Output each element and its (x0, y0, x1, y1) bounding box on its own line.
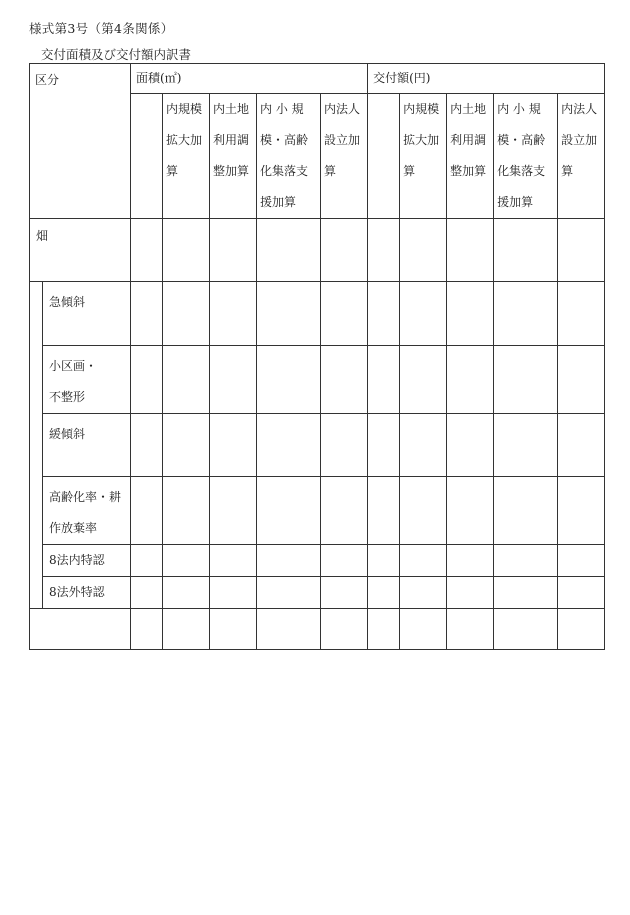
table-row (30, 477, 605, 545)
cell[interactable] (131, 346, 163, 414)
cell[interactable] (400, 577, 447, 609)
cell[interactable] (400, 545, 447, 577)
document-title: 交付面積及び交付額内訳書 (41, 47, 192, 62)
cell[interactable] (210, 346, 257, 414)
cell[interactable] (163, 545, 210, 577)
row-label-law8-in: 8法内特認 (43, 545, 131, 577)
table-row (30, 545, 605, 577)
category-header: 区分 (30, 64, 131, 219)
row-label-gentle: 緩傾斜 (43, 414, 131, 477)
cell[interactable] (257, 282, 321, 346)
cell[interactable] (494, 346, 558, 414)
cell[interactable] (210, 577, 257, 609)
cell[interactable] (257, 414, 321, 477)
cell[interactable] (131, 577, 163, 609)
area-large-scale-header: 内規模 拡大加 算 (163, 94, 210, 219)
cell[interactable] (494, 414, 558, 477)
cell[interactable] (400, 477, 447, 545)
cell[interactable] (400, 219, 447, 282)
breakdown-table (29, 63, 605, 650)
cell[interactable] (321, 414, 368, 477)
cell[interactable] (368, 282, 400, 346)
cell[interactable] (447, 609, 494, 650)
row-label-law8-out: 8法外特認 (43, 577, 131, 609)
cell[interactable] (558, 414, 605, 477)
cell[interactable] (447, 545, 494, 577)
area-small-scale-header: 内 小 規 模・高齢 化集落支 援加算 (257, 94, 321, 219)
cell[interactable] (447, 282, 494, 346)
cell[interactable] (368, 414, 400, 477)
cell[interactable] (494, 609, 558, 650)
cell[interactable] (558, 609, 605, 650)
row-label-small-lot: 小区画・ 不整形 (43, 346, 131, 414)
cell[interactable] (210, 545, 257, 577)
row-label-aging: 高齢化率・耕 作放棄率 (43, 477, 131, 545)
cell[interactable] (400, 414, 447, 477)
cell[interactable] (400, 282, 447, 346)
cell[interactable] (494, 545, 558, 577)
cell[interactable] (494, 219, 558, 282)
cell[interactable] (210, 219, 257, 282)
cell[interactable] (210, 609, 257, 650)
amount-corporation-header: 内法人 設立加 算 (558, 94, 605, 219)
cell[interactable] (494, 282, 558, 346)
cell[interactable] (558, 346, 605, 414)
cell[interactable] (257, 609, 321, 650)
row-label-steep: 急傾斜 (43, 282, 131, 346)
cell[interactable] (210, 414, 257, 477)
cell[interactable] (257, 545, 321, 577)
cell[interactable] (163, 219, 210, 282)
cell[interactable] (558, 282, 605, 346)
cell[interactable] (257, 219, 321, 282)
cell[interactable] (131, 282, 163, 346)
cell[interactable] (163, 346, 210, 414)
cell[interactable] (558, 545, 605, 577)
cell[interactable] (447, 414, 494, 477)
cell[interactable] (257, 477, 321, 545)
cell[interactable] (163, 609, 210, 650)
row-label-blank[interactable] (30, 609, 131, 650)
cell[interactable] (447, 219, 494, 282)
form-number: 様式第3号（第4条関係） (29, 21, 174, 36)
area-total-header (131, 94, 163, 219)
cell[interactable] (558, 477, 605, 545)
cell[interactable] (163, 577, 210, 609)
cell[interactable] (321, 477, 368, 545)
cell[interactable] (368, 609, 400, 650)
cell[interactable] (321, 545, 368, 577)
cell[interactable] (321, 609, 368, 650)
cell[interactable] (131, 545, 163, 577)
cell[interactable] (368, 346, 400, 414)
area-corporation-header: 内法人 設立加 算 (321, 94, 368, 219)
table-row (30, 346, 605, 414)
indent-column (30, 282, 43, 609)
amount-group-header: 交付額(円) (368, 64, 605, 94)
table-row (30, 577, 605, 609)
table-row (30, 219, 605, 282)
cell[interactable] (131, 414, 163, 477)
table-row (30, 414, 605, 477)
cell[interactable] (321, 346, 368, 414)
cell[interactable] (321, 282, 368, 346)
table-row (30, 282, 605, 346)
cell[interactable] (368, 219, 400, 282)
cell[interactable] (257, 346, 321, 414)
cell[interactable] (368, 477, 400, 545)
cell[interactable] (163, 414, 210, 477)
cell[interactable] (447, 577, 494, 609)
cell[interactable] (447, 477, 494, 545)
cell[interactable] (131, 219, 163, 282)
cell[interactable] (447, 346, 494, 414)
amount-land-use-header: 内土地 利用調 整加算 (447, 94, 494, 219)
cell[interactable] (494, 577, 558, 609)
cell[interactable] (558, 577, 605, 609)
row-label-field: 畑 (30, 219, 131, 282)
cell[interactable] (494, 477, 558, 545)
cell[interactable] (131, 609, 163, 650)
area-land-use-header: 内土地 利用調 整加算 (210, 94, 257, 219)
cell[interactable] (558, 219, 605, 282)
cell[interactable] (210, 282, 257, 346)
cell[interactable] (368, 545, 400, 577)
cell[interactable] (368, 577, 400, 609)
cell[interactable] (321, 219, 368, 282)
table-row (30, 609, 605, 650)
cell[interactable] (257, 577, 321, 609)
cell[interactable] (210, 477, 257, 545)
amount-large-scale-header: 内規模 拡大加 算 (400, 94, 447, 219)
cell[interactable] (400, 346, 447, 414)
amount-small-scale-header: 内 小 規 模・高齢 化集落支 援加算 (494, 94, 558, 219)
cell[interactable] (163, 477, 210, 545)
cell[interactable] (321, 577, 368, 609)
cell[interactable] (131, 477, 163, 545)
amount-total-header (368, 94, 400, 219)
cell[interactable] (163, 282, 210, 346)
cell[interactable] (400, 609, 447, 650)
area-group-header: 面積(㎡) (131, 64, 368, 94)
